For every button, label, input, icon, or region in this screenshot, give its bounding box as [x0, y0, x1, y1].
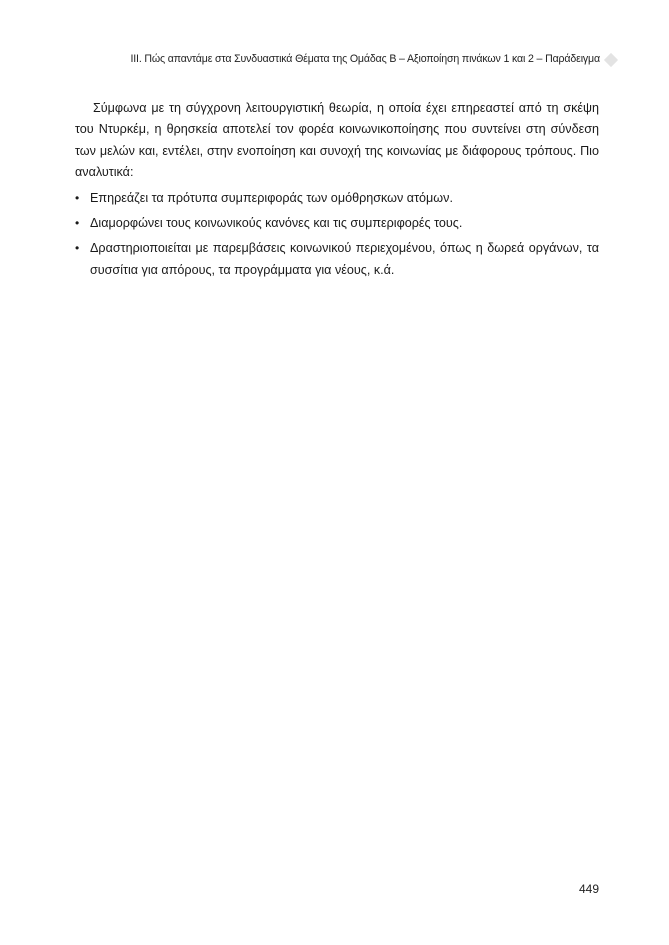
header-diamond-ornament — [604, 53, 618, 67]
list-item-text: Επηρεάζει τα πρότυπα συμπεριφοράς των ομόθρησκων ατόμων. — [90, 190, 453, 205]
list-item-text: Διαμορφώνει τους κοινωνικούς κανόνες και τις συμπεριφορές τους. — [90, 216, 463, 231]
page-number: 449 — [578, 882, 599, 896]
bullet-marker: • — [75, 190, 80, 205]
running-header: III. Πώς απαντάμε στα Συνδυαστικά Θέματα της Ομάδας Β – Αξιοποίηση πινάκων 1 και 2 – Παράδειγμα — [130, 53, 600, 65]
bullet-list — [75, 188, 599, 282]
list-item-text: Δραστηριοποιείται με παρεμβάσεις κοινωνικού περιεχομένου, όπως η δωρεά οργάνων, τα συσσίτια για απόρους, τα προγράμματα για νέους, κ.ά. — [90, 241, 599, 277]
list-item — [75, 213, 599, 234]
list-item — [75, 238, 599, 281]
body-paragraph: Σύμφωνα με τη σύγχρονη λειτουργιστική θεωρία, η οποία έχει επηρεαστεί από τη σκέψη του Ντυρκέμ, η θρησκεία αποτελεί τον φορέα κοινωνικοποίησης που συντείνει στη σύνδεση των μελών και, εντέλει, στην ενοποίηση και συνοχή της κοινωνίας με διάφορους τρόπους. Πιο αναλυτικά: — [75, 101, 599, 180]
bullet-marker: • — [75, 241, 80, 256]
page-content — [75, 98, 599, 281]
list-item — [75, 188, 599, 209]
bullet-marker: • — [75, 216, 80, 231]
